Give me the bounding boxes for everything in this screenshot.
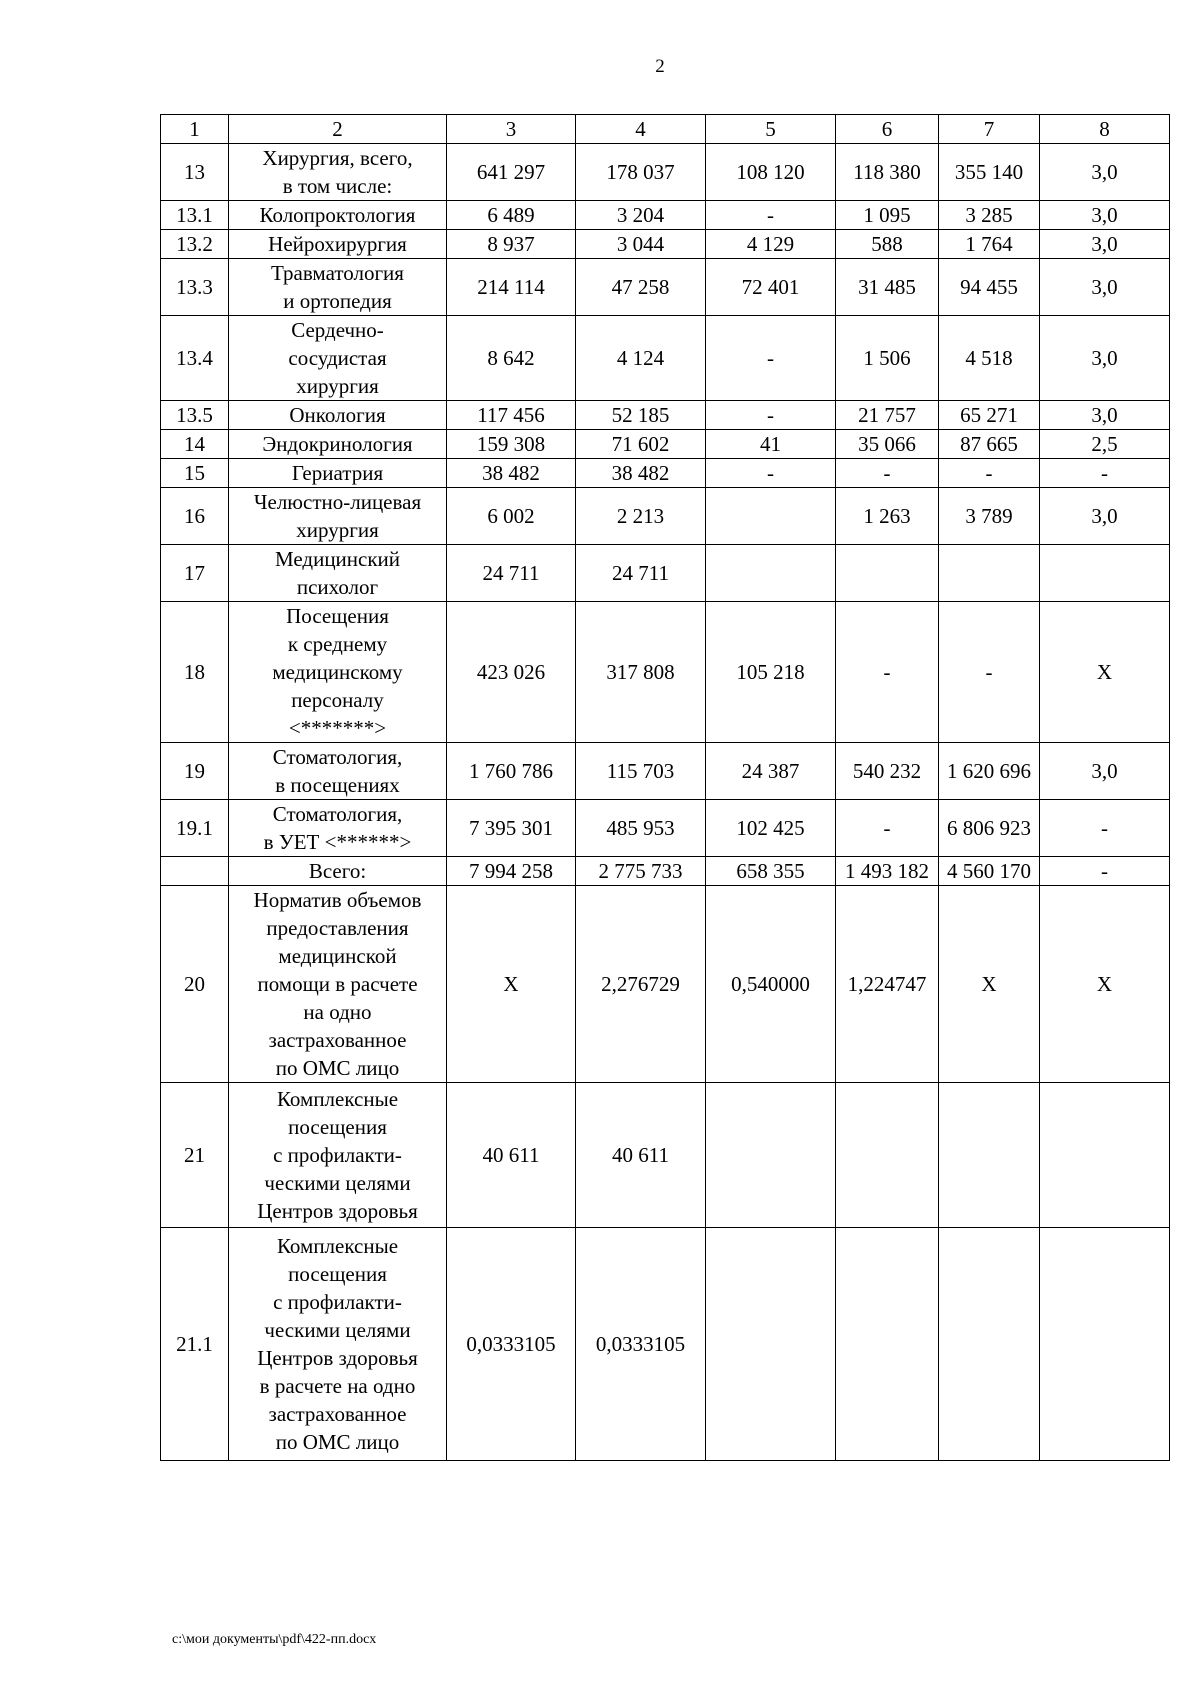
row-number-cell: 20 <box>161 886 229 1083</box>
table-row <box>161 401 1170 430</box>
value-cell: 2 775 733 <box>576 857 706 886</box>
row-number-cell: 21 <box>161 1083 229 1228</box>
value-cell: 4 129 <box>706 230 836 259</box>
value-cell: 7 994 258 <box>447 857 576 886</box>
value-cell: 1 620 696 <box>939 743 1040 800</box>
value-cell: 3 204 <box>576 201 706 230</box>
row-number-cell: 19.1 <box>161 800 229 857</box>
value-cell <box>706 1083 836 1228</box>
value-cell: 3,0 <box>1040 144 1170 201</box>
row-name-cell: Хирургия, всего, в том числе: <box>229 144 447 201</box>
value-cell: 94 455 <box>939 259 1040 316</box>
value-cell <box>706 1228 836 1461</box>
value-cell: 317 808 <box>576 602 706 743</box>
column-number-cell: 7 <box>939 115 1040 144</box>
value-cell: 3 285 <box>939 201 1040 230</box>
value-cell: 105 218 <box>706 602 836 743</box>
value-cell: 35 066 <box>836 430 939 459</box>
table-row <box>161 886 1170 1083</box>
row-number-cell: 16 <box>161 488 229 545</box>
value-cell <box>706 488 836 545</box>
value-cell: 102 425 <box>706 800 836 857</box>
value-cell: 47 258 <box>576 259 706 316</box>
row-name-cell: Комплексные посещения с профилакти- ческими целями Центров здоровья <box>229 1083 447 1228</box>
value-cell: 7 395 301 <box>447 800 576 857</box>
value-cell: 24 711 <box>576 545 706 602</box>
value-cell: - <box>1040 800 1170 857</box>
value-cell: 0,0333105 <box>447 1228 576 1461</box>
value-cell <box>1040 1083 1170 1228</box>
value-cell: 2,276729 <box>576 886 706 1083</box>
value-cell <box>939 1083 1040 1228</box>
value-cell: 423 026 <box>447 602 576 743</box>
table-row <box>161 857 1170 886</box>
row-number-cell: 13.3 <box>161 259 229 316</box>
value-cell: - <box>939 602 1040 743</box>
value-cell: 31 485 <box>836 259 939 316</box>
value-cell: 6 002 <box>447 488 576 545</box>
column-number-cell: 2 <box>229 115 447 144</box>
row-name-cell: Гериатрия <box>229 459 447 488</box>
value-cell: - <box>1040 459 1170 488</box>
row-name-cell: Норматив объемов предоставления медицинской помощи в расчете на одно застрахованное по ОМС лицо <box>229 886 447 1083</box>
value-cell: X <box>447 886 576 1083</box>
data-table <box>160 114 1170 1461</box>
table-row <box>161 201 1170 230</box>
value-cell: 1 095 <box>836 201 939 230</box>
value-cell: 3,0 <box>1040 488 1170 545</box>
value-cell: 540 232 <box>836 743 939 800</box>
header-row <box>161 115 1170 144</box>
table-row <box>161 488 1170 545</box>
table-row <box>161 1228 1170 1461</box>
value-cell: 6 489 <box>447 201 576 230</box>
column-number-cell: 6 <box>836 115 939 144</box>
value-cell: - <box>706 201 836 230</box>
row-number-cell: 13.1 <box>161 201 229 230</box>
value-cell: 117 456 <box>447 401 576 430</box>
value-cell <box>1040 1228 1170 1461</box>
row-number-cell: 19 <box>161 743 229 800</box>
value-cell: 641 297 <box>447 144 576 201</box>
value-cell: 40 611 <box>576 1083 706 1228</box>
value-cell: 24 711 <box>447 545 576 602</box>
value-cell: 72 401 <box>706 259 836 316</box>
value-cell: 21 757 <box>836 401 939 430</box>
table-row <box>161 459 1170 488</box>
value-cell: 1 263 <box>836 488 939 545</box>
value-cell <box>836 1228 939 1461</box>
value-cell: - <box>706 401 836 430</box>
value-cell: 38 482 <box>576 459 706 488</box>
row-number-cell: 13 <box>161 144 229 201</box>
value-cell: 1 764 <box>939 230 1040 259</box>
value-cell: 2,5 <box>1040 430 1170 459</box>
row-number-cell: 13.4 <box>161 316 229 401</box>
value-cell: 1 760 786 <box>447 743 576 800</box>
value-cell: 485 953 <box>576 800 706 857</box>
value-cell: 6 806 923 <box>939 800 1040 857</box>
row-number-cell: 13.2 <box>161 230 229 259</box>
page-number: 2 <box>655 56 665 77</box>
value-cell: 4 124 <box>576 316 706 401</box>
value-cell: - <box>939 459 1040 488</box>
value-cell: 4 518 <box>939 316 1040 401</box>
footer-file-path: c:\мои документы\pdf\422-пп.docx <box>172 1632 377 1647</box>
value-cell: 40 611 <box>447 1083 576 1228</box>
table-row <box>161 144 1170 201</box>
value-cell <box>706 545 836 602</box>
table-row <box>161 259 1170 316</box>
value-cell: X <box>1040 602 1170 743</box>
value-cell: 8 642 <box>447 316 576 401</box>
row-name-cell: Посещения к среднему медицинскому персоналу <*******> <box>229 602 447 743</box>
value-cell: 108 120 <box>706 144 836 201</box>
row-number-cell: 18 <box>161 602 229 743</box>
column-number-cell: 5 <box>706 115 836 144</box>
table-row <box>161 545 1170 602</box>
value-cell: 52 185 <box>576 401 706 430</box>
column-number-cell: 8 <box>1040 115 1170 144</box>
column-number-cell: 1 <box>161 115 229 144</box>
row-name-cell: Эндокринология <box>229 430 447 459</box>
row-name-cell: Медицинский психолог <box>229 545 447 602</box>
value-cell <box>836 545 939 602</box>
value-cell: 3,0 <box>1040 259 1170 316</box>
value-cell: 3 789 <box>939 488 1040 545</box>
row-name-cell: Всего: <box>229 857 447 886</box>
row-number-cell: 15 <box>161 459 229 488</box>
value-cell <box>836 1083 939 1228</box>
row-name-cell: Челюстно-лицевая хирургия <box>229 488 447 545</box>
value-cell: 41 <box>706 430 836 459</box>
value-cell: - <box>706 316 836 401</box>
table-row <box>161 430 1170 459</box>
value-cell <box>1040 545 1170 602</box>
row-name-cell: Нейрохирургия <box>229 230 447 259</box>
value-cell: - <box>836 800 939 857</box>
value-cell: 1 506 <box>836 316 939 401</box>
value-cell: 4 560 170 <box>939 857 1040 886</box>
row-number-cell: 21.1 <box>161 1228 229 1461</box>
table-row <box>161 316 1170 401</box>
table-row <box>161 230 1170 259</box>
value-cell: 588 <box>836 230 939 259</box>
value-cell: 3,0 <box>1040 316 1170 401</box>
table-row <box>161 1083 1170 1228</box>
value-cell: 214 114 <box>447 259 576 316</box>
row-number-cell <box>161 857 229 886</box>
value-cell: 71 602 <box>576 430 706 459</box>
value-cell: 3,0 <box>1040 201 1170 230</box>
column-number-cell: 3 <box>447 115 576 144</box>
value-cell: 65 271 <box>939 401 1040 430</box>
row-name-cell: Онкология <box>229 401 447 430</box>
row-name-cell: Стоматология, в УЕТ <******> <box>229 800 447 857</box>
value-cell: 115 703 <box>576 743 706 800</box>
value-cell: 3,0 <box>1040 230 1170 259</box>
value-cell <box>939 545 1040 602</box>
value-cell: 1,224747 <box>836 886 939 1083</box>
value-cell: 159 308 <box>447 430 576 459</box>
value-cell: 2 213 <box>576 488 706 545</box>
value-cell: 3 044 <box>576 230 706 259</box>
value-cell: - <box>706 459 836 488</box>
value-cell: - <box>1040 857 1170 886</box>
row-name-cell: Комплексные посещения с профилакти- ческими целями Центров здоровья в расчете на одно застрахованное по ОМС лицо <box>229 1228 447 1461</box>
value-cell: 0,540000 <box>706 886 836 1083</box>
value-cell: 3,0 <box>1040 401 1170 430</box>
column-number-cell: 4 <box>576 115 706 144</box>
table-row <box>161 800 1170 857</box>
value-cell: 118 380 <box>836 144 939 201</box>
value-cell: 178 037 <box>576 144 706 201</box>
value-cell: 658 355 <box>706 857 836 886</box>
row-name-cell: Колопроктология <box>229 201 447 230</box>
value-cell <box>939 1228 1040 1461</box>
value-cell: 8 937 <box>447 230 576 259</box>
value-cell: 0,0333105 <box>576 1228 706 1461</box>
row-number-cell: 17 <box>161 545 229 602</box>
value-cell: - <box>836 459 939 488</box>
row-name-cell: Сердечно- сосудистая хирургия <box>229 316 447 401</box>
table-row <box>161 743 1170 800</box>
value-cell: 87 665 <box>939 430 1040 459</box>
value-cell: 38 482 <box>447 459 576 488</box>
value-cell: X <box>939 886 1040 1083</box>
row-name-cell: Травматология и ортопедия <box>229 259 447 316</box>
row-number-cell: 14 <box>161 430 229 459</box>
value-cell: - <box>836 602 939 743</box>
value-cell: 24 387 <box>706 743 836 800</box>
value-cell: 3,0 <box>1040 743 1170 800</box>
row-number-cell: 13.5 <box>161 401 229 430</box>
value-cell: 1 493 182 <box>836 857 939 886</box>
table-row <box>161 602 1170 743</box>
row-name-cell: Стоматология, в посещениях <box>229 743 447 800</box>
value-cell: X <box>1040 886 1170 1083</box>
value-cell: 355 140 <box>939 144 1040 201</box>
